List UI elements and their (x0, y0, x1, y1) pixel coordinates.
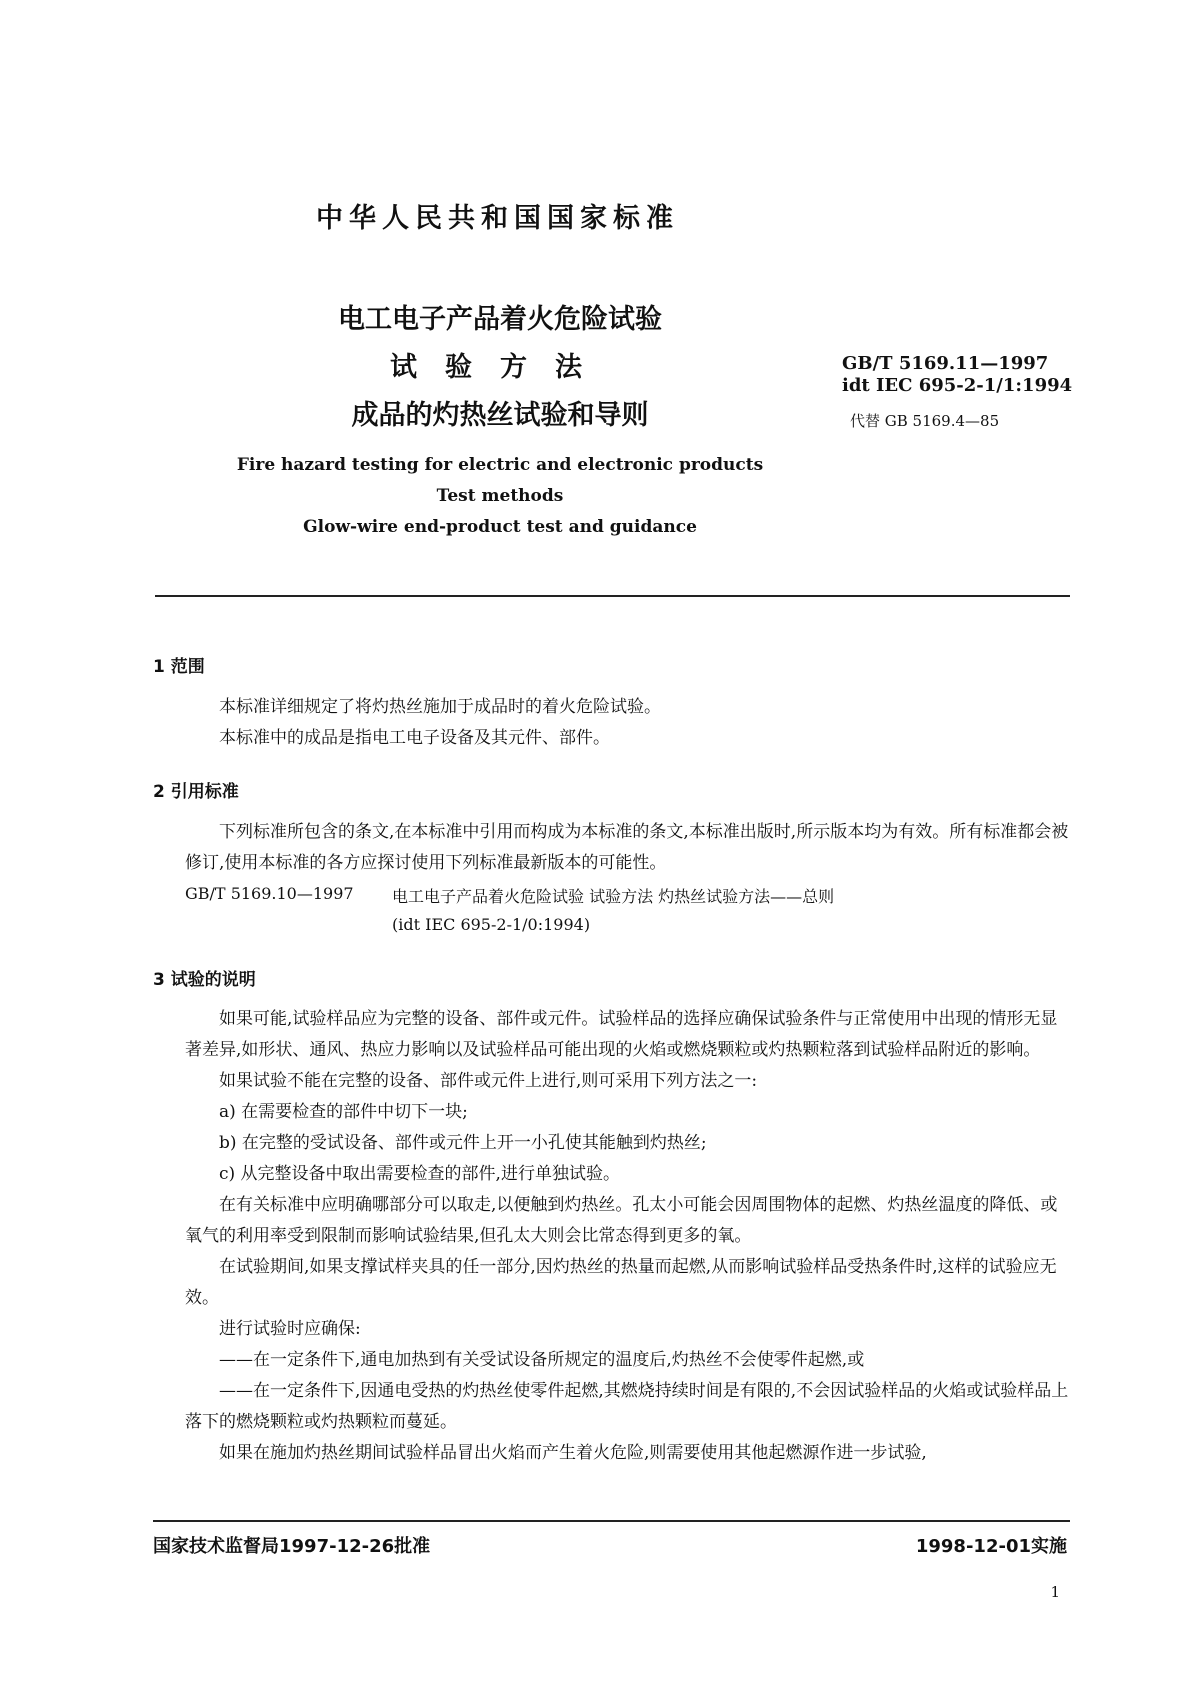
footer-divider (153, 1520, 1070, 1522)
reference-standard-title: 电工电子产品着火危险试验 试验方法 灼热丝试验方法——总则 (392, 887, 835, 906)
cn-title-line-2: 试验方法 (390, 352, 610, 383)
paragraph: 如果在施加灼热丝期间试验样品冒出火焰而产生着火危险,则需要使用其他起燃源作进一步试验, (219, 1443, 927, 1463)
page-number: 1 (1050, 1583, 1060, 1601)
section-1-title: 1 范围 (153, 657, 205, 677)
reference-standard-idt: (idt IEC 695-2-1/0:1994) (392, 915, 591, 934)
en-title-line-1: Fire hazard testing for electric and electronic products (236, 455, 764, 475)
section-1-body (185, 692, 1070, 754)
standard-number-block (842, 353, 1072, 397)
implementation-date: 1998-12-01实施 (915, 1536, 1067, 1557)
en-title-line-2: Test methods (436, 486, 564, 506)
dash-item: ——在一定条件下,通电加热到有关受试设备所规定的温度后,灼热丝不会使零件起燃,或 (219, 1350, 865, 1370)
section-3-title: 3 试验的说明 (153, 970, 256, 990)
paragraph: 本标准详细规定了将灼热丝施加于成品时的着火危险试验。 (219, 697, 661, 717)
list-item: a) 在需要检查的部件中切下一块; (219, 1102, 468, 1122)
paragraph: 进行试验时应确保: (219, 1319, 361, 1339)
paragraph: 下列标准所包含的条文,在本标准中引用而构成为本标准的条文,本标准出版时,所示版本均为有效。所有标准都会被修订,使用本标准的各方应探讨使用下列标准最新版本的可能性。 (185, 822, 1069, 873)
section-2-title: 2 引用标准 (153, 782, 239, 802)
cn-title-line-3: 成品的灼热丝试验和导则 (351, 400, 649, 431)
section-3-body (185, 1004, 1070, 1469)
paragraph: 本标准中的成品是指电工电子设备及其元件、部件。 (219, 728, 610, 748)
national-standard-heading: 中华人民共和国国家标准 (316, 203, 679, 234)
cn-title-line-1: 电工电子产品着火危险试验 (338, 304, 662, 335)
list-item: b) 在完整的受试设备、部件或元件上开一小孔使其能触到灼热丝; (219, 1133, 707, 1153)
reference-standard-number: GB/T 5169.10—1997 (185, 884, 354, 903)
section-2-body (185, 817, 1070, 879)
paragraph: 如果试验不能在完整的设备、部件或元件上进行,则可采用下列方法之一: (219, 1071, 758, 1091)
paragraph: 如果可能,试验样品应为完整的设备、部件或元件。试验样品的选择应确保试验条件与正常使用中出现的情形无显著差异,如形状、通风、热应力影响以及试验样品可能出现的火焰或燃烧颗粒或灼热颗粒落到试验样品附近的影响。 (185, 1009, 1058, 1060)
standard-idt: idt IEC 695-2-1/1:1994 (842, 375, 1073, 396)
standard-replaces: 代替 GB 5169.4—85 (850, 412, 1000, 430)
header-divider (155, 595, 1070, 597)
dash-item: ——在一定条件下,因通电受热的灼热丝使零件起燃,其燃烧持续时间是有限的,不会因试验样品的火焰或试验样品上落下的燃烧颗粒或灼热颗粒而蔓延。 (185, 1381, 1069, 1432)
approval-date: 国家技术监督局1997-12-26批准 (153, 1536, 431, 1557)
list-item: c) 从完整设备中取出需要检查的部件,进行单独试验。 (219, 1164, 620, 1184)
en-title-line-3: Glow-wire end-product test and guidance (303, 517, 697, 537)
paragraph: 在有关标准中应明确哪部分可以取走,以便触到灼热丝。孔太小可能会因周围物体的起燃、灼热丝温度的降低、或氧气的利用率受到限制而影响试验结果,但孔太大则会比常态得到更多的氧。 (185, 1195, 1058, 1246)
standard-number: GB/T 5169.11—1997 (842, 353, 1049, 374)
paragraph: 在试验期间,如果支撑试样夹具的任一部分,因灼热丝的热量而起燃,从而影响试验样品受热条件时,这样的试验应无效。 (185, 1257, 1057, 1308)
